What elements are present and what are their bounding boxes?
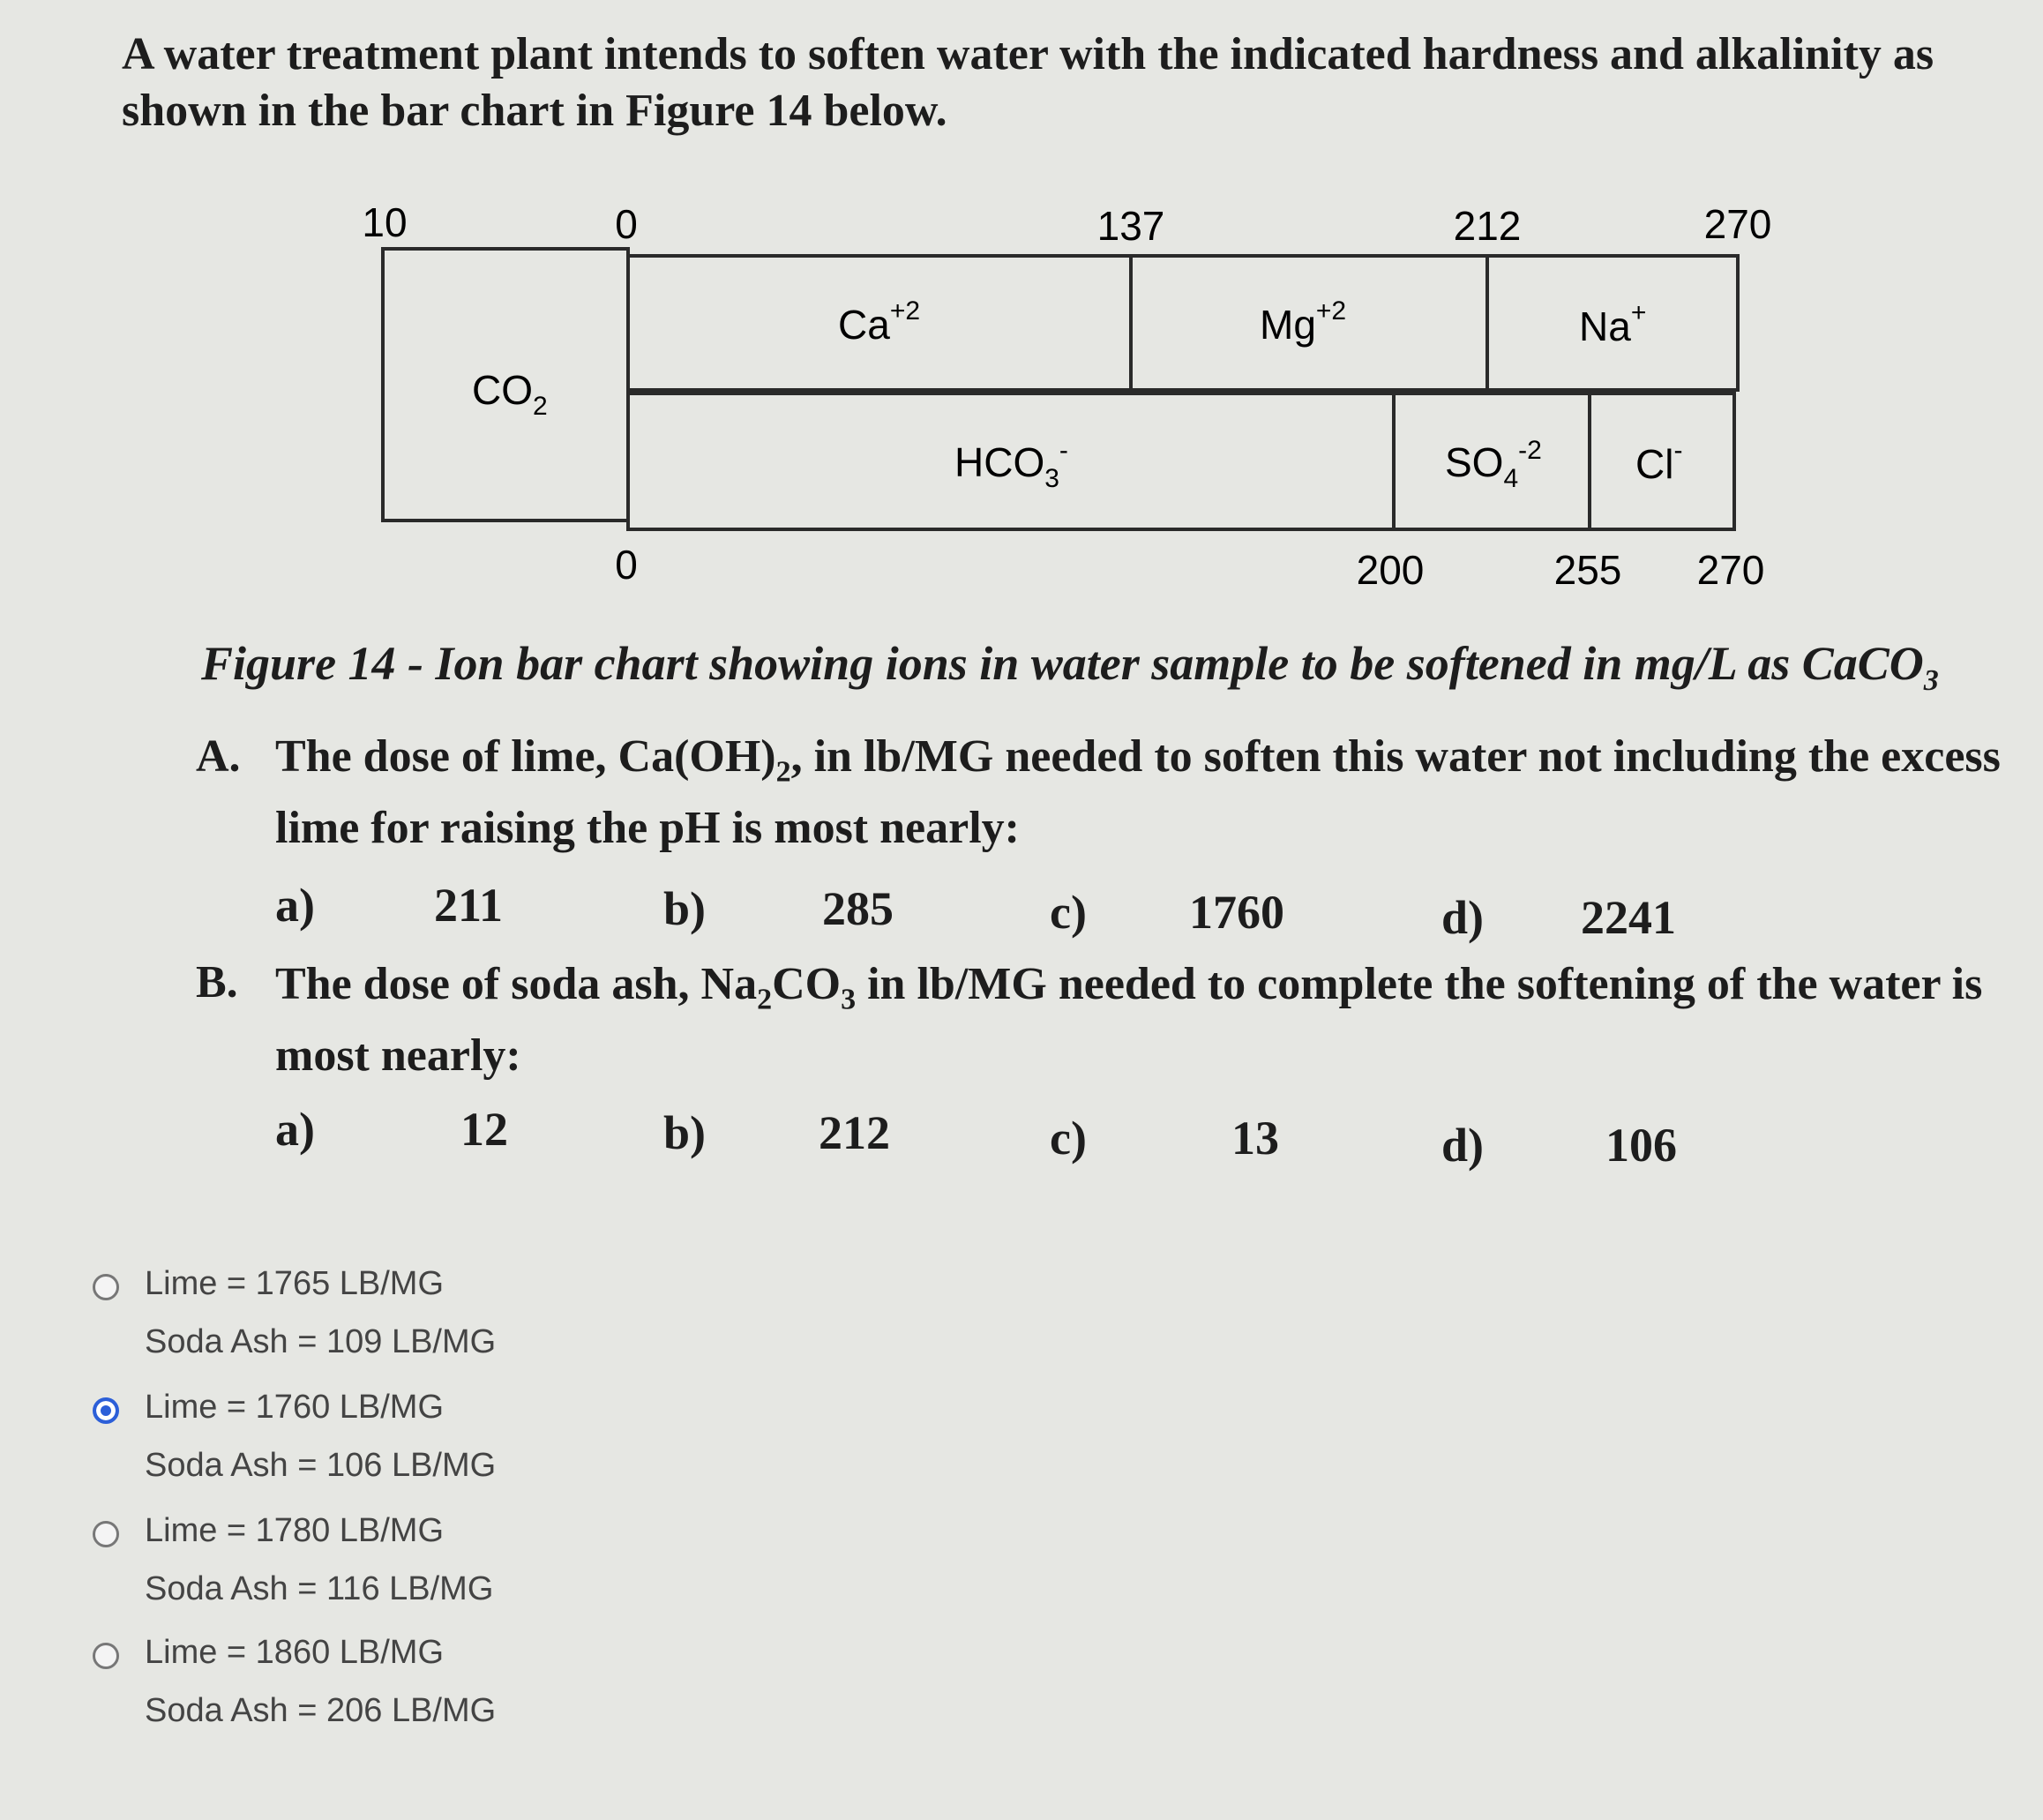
- bottom-tick-0: 0: [615, 542, 638, 588]
- question-a-choice-b-value: 285: [822, 882, 894, 935]
- question-a-choice-d-key: d): [1441, 891, 1485, 944]
- question-b-choice-b-key: b): [663, 1106, 707, 1159]
- answer-option-1-lime: Lime = 1765 LB/MG: [145, 1265, 445, 1302]
- label-na: Na+: [1579, 298, 1647, 349]
- radio-unselected-icon[interactable]: [93, 1643, 119, 1669]
- radio-unselected-icon[interactable]: [93, 1274, 119, 1300]
- question-b-letter: B.: [196, 957, 238, 1007]
- question-a-letter: A.: [196, 731, 241, 782]
- answer-option-4[interactable]: [88, 1634, 706, 1736]
- question-b-choice-a-value: 12: [460, 1103, 508, 1156]
- question-b-choice-b-value: 212: [819, 1106, 890, 1159]
- ion-bar-chart: [0, 0, 2043, 618]
- question-b-choice-c-key: c): [1050, 1112, 1087, 1165]
- answer-option-3[interactable]: [88, 1512, 706, 1614]
- question-a-choice-b-key: b): [663, 882, 707, 935]
- question-a-text: The dose of lime, $Ca(OH)_2$, in lb/MG needed to soften this water not including the excess lime for raising the pH is most nearly:: [275, 731, 2001, 854]
- label-ca: $Ca^{+2}$: [838, 296, 921, 348]
- question-a-choice-c-value: 1760: [1189, 886, 1284, 939]
- intro-line-2: shown in the bar chart in Figure 14 below.: [122, 86, 947, 136]
- question-b-text: The dose of soda ash, $Na_2CO_3$ in lb/MG needed to complete the softening of the water is most nearly:: [275, 959, 1983, 1082]
- label-so4: $SO_4^{-2}$: [1445, 436, 1542, 493]
- radio-unselected-icon[interactable]: [93, 1521, 119, 1547]
- question-b-choice-c-value: 13: [1231, 1112, 1279, 1165]
- label-hco3: $HCO_3^-$: [954, 436, 1068, 493]
- question-b-choice-d-key: d): [1441, 1119, 1485, 1172]
- answer-option-4-lime: Lime = 1860 LB/MG: [145, 1634, 445, 1671]
- answer-option-2-lime: Lime = 1760 LB/MG: [145, 1389, 445, 1426]
- radio-selected-icon[interactable]: [93, 1397, 119, 1424]
- label-cl: Cl-: [1635, 436, 1683, 487]
- bottom-tick-255: 255: [1553, 547, 1622, 593]
- question-a-choice-a-value: 211: [434, 879, 504, 932]
- intro-line-1: A water treatment plant intends to soften water with the indicated hardness and alkalinity as: [122, 29, 1934, 79]
- bottom-tick-200: 200: [1356, 547, 1425, 593]
- label-mg: $Mg^{+2}$: [1260, 296, 1347, 348]
- answer-option-1-soda: Soda Ash = 109 LB/MG: [145, 1323, 497, 1360]
- top-tick-270: 270: [1703, 201, 1772, 247]
- answer-option-3-soda: Soda Ash = 116 LB/MG: [145, 1570, 494, 1607]
- top-tick-0: 0: [615, 201, 638, 247]
- top-tick-10: 10: [362, 199, 408, 245]
- answer-option-2[interactable]: [88, 1389, 706, 1491]
- bottom-tick-270: 270: [1696, 547, 1765, 593]
- answer-option-1[interactable]: [88, 1265, 706, 1367]
- label-co2: $CO_2$: [472, 367, 548, 421]
- question-a-choice-d-value: 2241: [1581, 891, 1676, 944]
- answer-option-4-soda: Soda Ash = 206 LB/MG: [145, 1692, 497, 1729]
- answer-option-3-lime: Lime = 1780 LB/MG: [145, 1512, 445, 1549]
- top-tick-137: 137: [1096, 203, 1165, 249]
- question-b-choice-d-value: 106: [1605, 1119, 1677, 1172]
- figure-caption: Figure 14 - Ion bar chart showing ions in water sample to be softened in mg/L as CaCO$_3$: [201, 637, 1939, 697]
- top-tick-212: 212: [1453, 203, 1522, 249]
- question-a-choice-a-key: a): [275, 879, 315, 932]
- answer-option-2-soda: Soda Ash = 106 LB/MG: [145, 1447, 497, 1484]
- question-b-choice-a-key: a): [275, 1103, 315, 1156]
- question-a-choice-c-key: c): [1050, 886, 1087, 939]
